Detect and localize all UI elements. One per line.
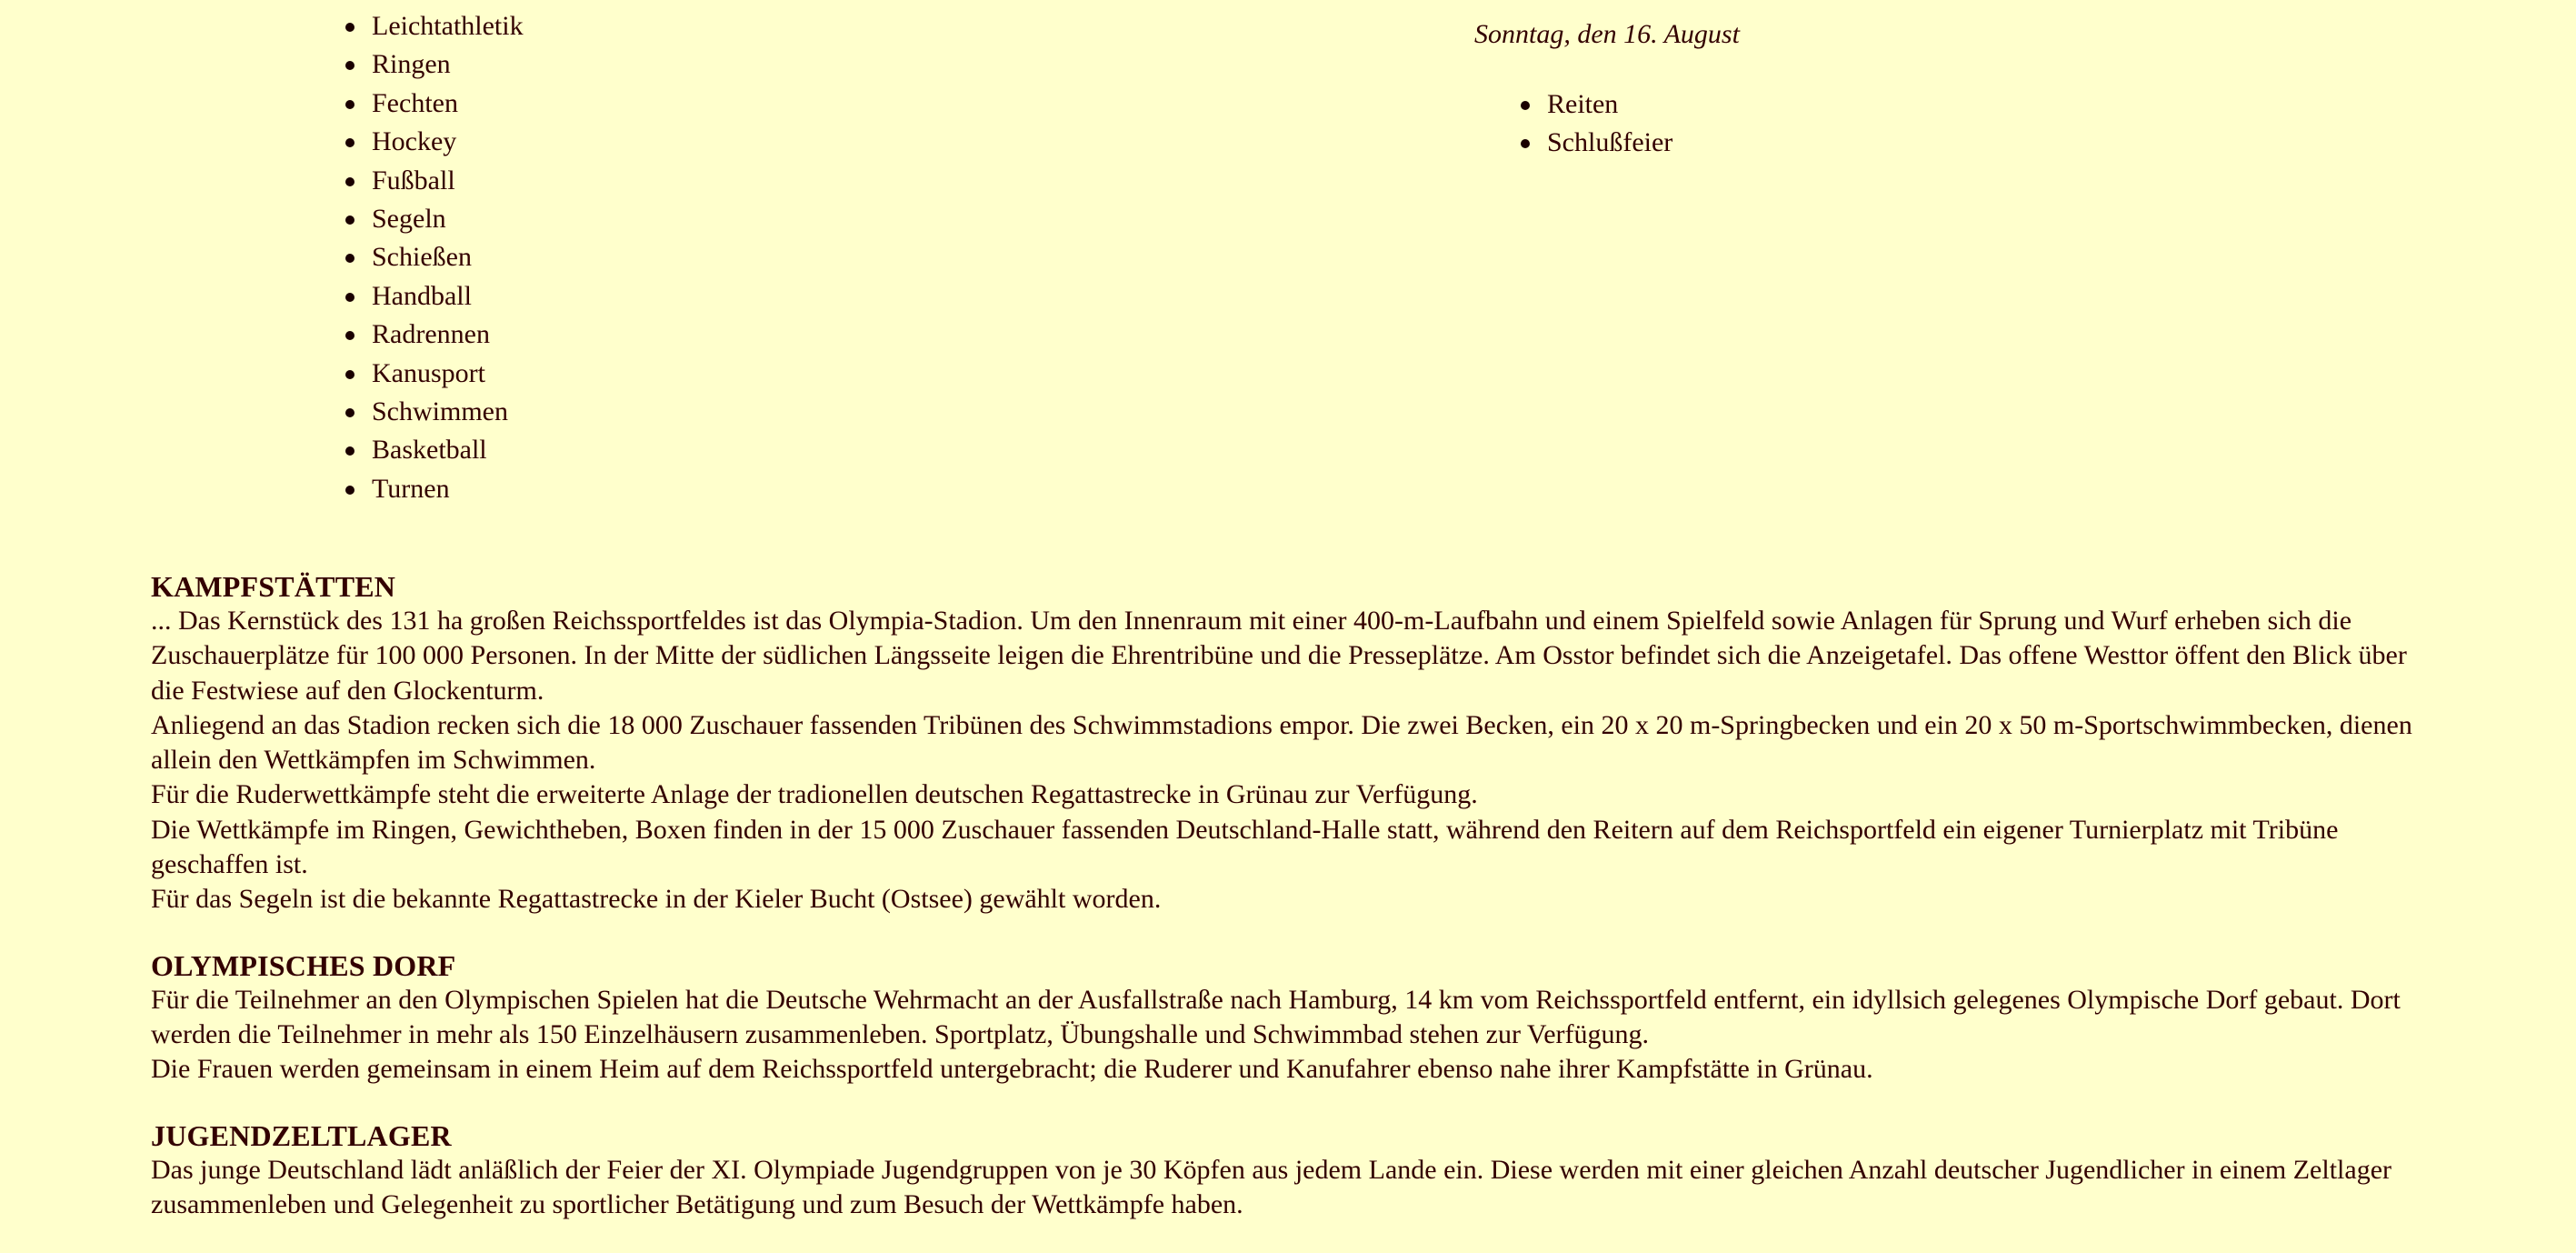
section-heading: JUGENDZELTLAGER [151, 1118, 452, 1152]
paragraph: Für das Segeln ist die bekannte Regattastrecke in der Kieler Bucht (Ostsee) gewählt worden. [151, 884, 1162, 915]
section-olympisches-dorf [151, 948, 2423, 1088]
list-item: Fechten [345, 85, 524, 123]
list-item: Fußball [345, 162, 524, 200]
list-item: Leichtathletik [345, 7, 524, 45]
paragraph: Das junge Deutschland lädt anläßlich der Feier der XI. Olympiade Jugendgruppen von je 30 Köpfen aus jedem Lande ein. Diese werden mit einer gleichen Anzahl deutscher Jugendlicher in einem Zeltlager zusammenleben und Gelegenheit zu sportlicher Betätigung und zum Besuch der Wettkämpfe haben. [151, 1154, 2391, 1219]
day-event-list [1474, 85, 1740, 163]
sport-list-left-column [345, 7, 524, 508]
list-item: Basketball [345, 431, 524, 469]
paragraph: Für die Teilnehmer an den Olympischen Spielen hat die Deutsche Wehrmacht an der Ausfallstraße nach Hamburg, 14 km vom Reichssportfeld entfernt, ein idyllsich gelegenes Olympische Dorf gebaut. Dort werden die Teilnehmer in mehr als 150 Einzelhäusern zusammenleben. Sportplatz, Übungshalle und Schwimmbad stehen zur Verfügung. [151, 984, 2401, 1049]
list-item: Segeln [345, 200, 524, 238]
list-item: Radrennen [345, 316, 524, 354]
day-schedule-right-column [1474, 16, 1740, 163]
paragraph: Die Wettkämpfe im Ringen, Gewichtheben, Boxen finden in der 15 000 Zuschauer fassenden Deutschland-Halle statt, während den Reitern auf dem Reichsportfeld ein eigener Turnierplatz mit Tribüne geschaffen ist. [151, 814, 2339, 880]
list-item: Schwimmen [345, 393, 524, 431]
section-jugendzeltlager [151, 1118, 2423, 1223]
list-item: Schießen [345, 238, 524, 276]
list-item: Hockey [345, 123, 524, 161]
section-kampfstaetten [151, 569, 2423, 917]
section-heading: OLYMPISCHES DORF [151, 948, 456, 982]
list-item: Handball [345, 277, 524, 316]
paragraph: Die Frauen werden gemeinsam in einem Heim auf dem Reichssportfeld untergebracht; die Ruderer und Kanufahrer ebenso nahe ihrer Kampfstätte in Grünau. [151, 1054, 1873, 1085]
list-item: Ringen [345, 45, 524, 84]
list-item: Schlußfeier [1474, 124, 1740, 162]
list-item: Kanusport [345, 355, 524, 393]
paragraph: Anliegend an das Stadion recken sich die 18 000 Zuschauer fassenden Tribünen des Schwimmstadions empor. Die zwei Becken, ein 20 x 20 m-Springbecken und ein 20 x 50 m-Sportschwimmbecken, dienen allein den Wettkämpfen im Schwimmen. [151, 709, 2412, 776]
list-item: Turnen [345, 470, 524, 508]
list-item: Reiten [1474, 85, 1740, 124]
day-heading: Sonntag, den 16. August [1474, 19, 1740, 49]
paragraph: ... Das Kernstück des 131 ha großen Reichssportfeldes ist das Olympia-Stadion. Um den Innenraum mit einer 400-m-Laufbahn und einem Spielfeld sowie Anlagen für Sprung und Wurf erheben sich die Zuschauerplätze für 100 000 Personen. In der Mitte der südlichen Längsseite leigen die Ehrentribüne und die Presseplätze. Am Osstor befindet sich die Anzeigetafel. Das offene Westtor öffent den Blick über die Festwiese auf den Glockenturm. [151, 606, 2407, 706]
sport-list [345, 7, 524, 508]
section-heading: KAMPFSTÄTTEN [151, 570, 396, 603]
paragraph: Für die Ruderwettkämpfe steht die erweiterte Anlage der tradionellen deutschen Regattastrecke in Grünau zur Verfügung. [151, 779, 1478, 810]
main-content [151, 569, 2423, 1253]
